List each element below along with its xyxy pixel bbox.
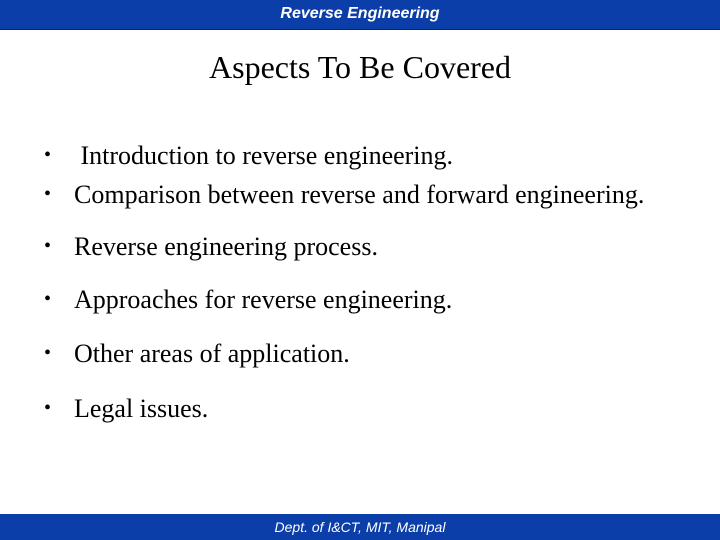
bullet-icon: • bbox=[44, 397, 52, 419]
bullet-icon: • bbox=[44, 144, 52, 166]
slide-title: Aspects To Be Covered bbox=[209, 49, 511, 85]
bullet-icon: • bbox=[44, 183, 52, 205]
bullet-text: Approaches for reverse engineering. bbox=[74, 285, 453, 314]
header-title: Reverse Engineering bbox=[280, 4, 440, 22]
bullet-item bbox=[44, 143, 453, 169]
bullet-icon: • bbox=[44, 288, 52, 310]
bullet-text: Introduction to reverse engineering. bbox=[74, 141, 454, 170]
footer-bar bbox=[0, 514, 720, 540]
bullet-item bbox=[44, 182, 644, 208]
bullet-item bbox=[44, 396, 208, 422]
bullet-text: Legal issues. bbox=[74, 394, 209, 423]
bullet-item bbox=[44, 287, 452, 313]
bullet-icon: • bbox=[44, 342, 52, 364]
bullet-text: Reverse engineering process. bbox=[74, 232, 378, 261]
footer-text: Dept. of I&CT, MIT, Manipal bbox=[274, 519, 446, 535]
bullet-item bbox=[44, 341, 350, 367]
bullet-icon: • bbox=[44, 235, 52, 257]
header-bar bbox=[0, 0, 720, 30]
bullet-text: Other areas of application. bbox=[74, 339, 350, 368]
bullet-item bbox=[44, 234, 378, 260]
bullet-text: Comparison between reverse and forward engineering. bbox=[74, 180, 645, 209]
